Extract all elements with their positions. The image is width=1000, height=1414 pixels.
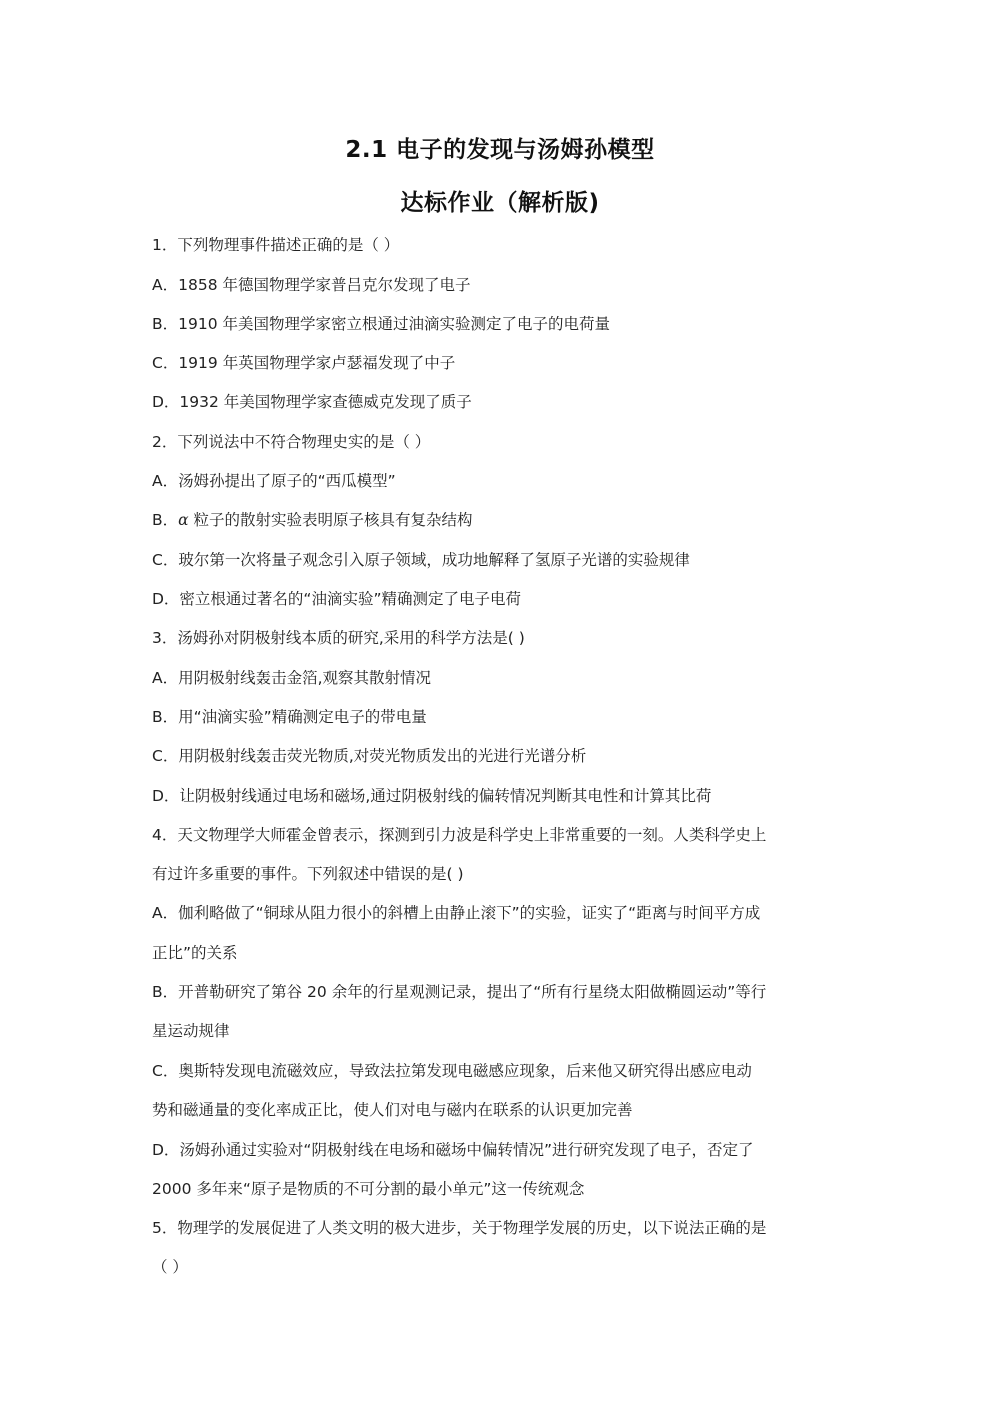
question-2-option-c: C．玻尔第一次将量子观念引入原子领域，成功地解释了氢原子光谱的实验规律 [152, 551, 690, 569]
question-3-option-c: C．用阴极射线轰击荧光物质,对荧光物质发出的光进行光谱分析 [152, 747, 587, 765]
document-title: 2.1 电子的发现与汤姆孙模型 [345, 137, 655, 163]
question-5-stem-line2: （ ） [152, 1258, 188, 1276]
question-4-option-a-line2: 正比”的关系 [152, 944, 238, 962]
question-3-option-b: B．用“油滴实验”精确测定电子的带电量 [152, 708, 427, 726]
question-2-option-a: A．汤姆孙提出了原子的“西瓜模型” [152, 472, 396, 490]
question-4-stem-line2: 有过许多重要的事件。下列叙述中错误的是( ) [152, 865, 464, 883]
question-4-option-a-line1: A．伽利略做了“铜球从阻力很小的斜槽上由静止滚下”的实验，证实了“距离与时间平方成 [152, 904, 761, 922]
question-4-option-d-line2: 2000 多年来“原子是物质的不可分割的最小单元”这一传统观念 [152, 1180, 585, 1198]
question-1-option-c: C．1919 年英国物理学家卢瑟福发现了中子 [152, 354, 456, 372]
alpha-symbol: α [178, 511, 189, 529]
question-3-option-a: A．用阴极射线轰击金箔,观察其散射情况 [152, 669, 432, 687]
question-3-stem: 3．汤姆孙对阴极射线本质的研究,采用的科学方法是( ) [152, 629, 525, 647]
question-4-stem-line1: 4．天文物理学大师霍金曾表示，探测到引力波是科学史上非常重要的一刻。人类科学史上 [152, 826, 767, 844]
question-4-option-d-line1: D．汤姆孙通过实验对“阴极射线在电场和磁场中偏转情况”进行研究发现了电子，否定了 [152, 1141, 754, 1159]
question-1-stem: 1．下列物理事件描述正确的是（ ） [152, 236, 400, 254]
question-2-option-b [152, 510, 473, 530]
document-subtitle: 达标作业（解析版) [400, 190, 600, 216]
question-1-option-b: B．1910 年美国物理学家密立根通过油滴实验测定了电子的电荷量 [152, 315, 611, 333]
question-2-option-d: D．密立根通过著名的“油滴实验”精确测定了电子电荷 [152, 590, 521, 608]
question-5-stem-line1: 5．物理学的发展促进了人类文明的极大进步，关于物理学发展的历史，以下说法正确的是 [152, 1219, 767, 1237]
question-1-option-d: D．1932 年美国物理学家查德威克发现了质子 [152, 393, 472, 411]
question-2-stem: 2．下列说法中不符合物理史实的是（ ） [152, 433, 431, 451]
option-b-prefix: B． [152, 511, 179, 529]
question-4-option-b-line2: 星运动规律 [152, 1022, 230, 1040]
question-3-option-d: D．让阴极射线通过电场和磁场,通过阴极射线的偏转情况判断其电性和计算其比荷 [152, 787, 712, 805]
question-4-option-b-line1: B．开普勒研究了第谷 20 余年的行星观测记录，提出了“所有行星绕太阳做椭圆运动”等行 [152, 983, 767, 1001]
question-4-option-c-line1: C．奥斯特发现电流磁效应，导致法拉第发现电磁感应现象，后来他又研究得出感应电动 [152, 1062, 752, 1080]
question-1-option-a: A．1858 年德国物理学家普吕克尔发现了电子 [152, 276, 471, 294]
question-4-option-c-line2: 势和磁通量的变化率成正比，使人们对电与磁内在联系的认识更加完善 [152, 1101, 633, 1119]
option-b-text: 粒子的散射实验表明原子核具有复杂结构 [193, 511, 473, 529]
